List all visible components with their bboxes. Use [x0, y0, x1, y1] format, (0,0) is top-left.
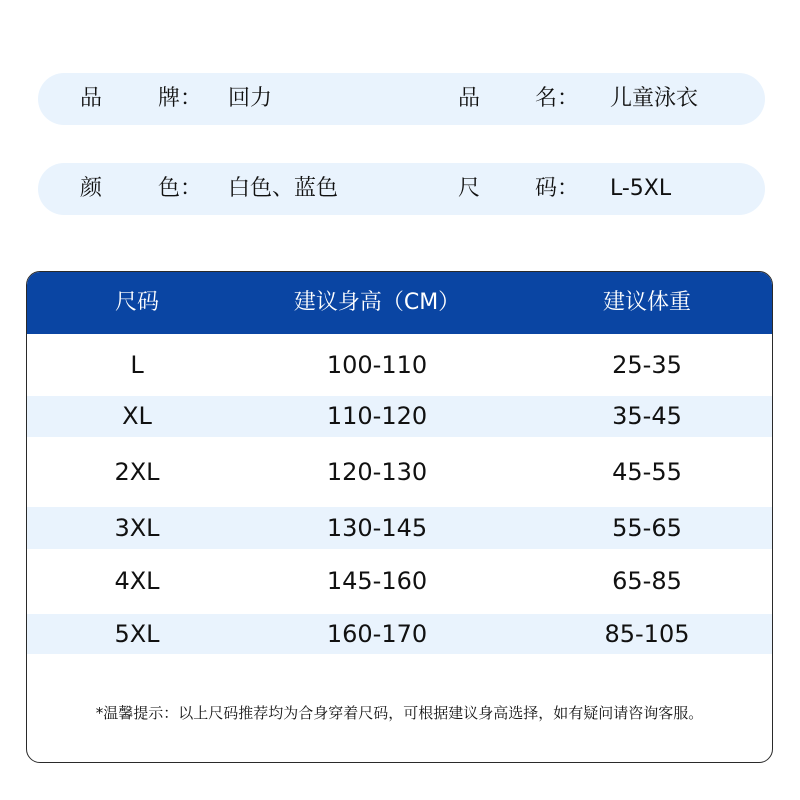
row-weight: 85-105: [604, 620, 690, 648]
brand-value: 回力: [228, 86, 273, 111]
row-weight: 65-85: [612, 567, 682, 595]
product-name-label-char2: 名：: [535, 86, 580, 111]
row-size: XL: [122, 402, 152, 430]
row-height: 120-130: [326, 458, 428, 486]
header-weight: 建议体重: [602, 290, 691, 315]
row-size: 5XL: [114, 620, 160, 648]
table-row: [27, 396, 772, 437]
table-row: [27, 437, 772, 507]
brand-label-char2: 牌：: [158, 86, 203, 111]
row-height: 100-110: [326, 351, 428, 379]
table-row: [27, 614, 772, 654]
size-chart-header: [27, 272, 772, 334]
row-weight: 55-65: [612, 514, 682, 542]
row-size: 4XL: [114, 567, 160, 595]
size-chart-card: [26, 271, 773, 763]
row-height: 160-170: [326, 620, 428, 648]
info-bar-brand-name: [38, 73, 765, 125]
color-label-char1: 颜: [80, 176, 103, 201]
product-name-label-char1: 品: [458, 86, 481, 111]
row-height: 110-120: [326, 402, 428, 430]
size-tip-note: *温馨提示：以上尺码推荐均为合身穿着尺码，可根据建议身高选择，如有疑问请咨询客服。: [95, 704, 704, 722]
row-weight: 45-55: [612, 458, 682, 486]
row-height: 130-145: [326, 514, 428, 542]
table-row: [27, 549, 772, 614]
table-row: [27, 507, 772, 549]
size-label-char2: 码：: [535, 176, 580, 201]
row-weight: 25-35: [612, 351, 682, 379]
row-weight: 35-45: [612, 402, 682, 430]
row-height: 145-160: [326, 567, 428, 595]
row-size: 2XL: [114, 458, 160, 486]
product-name-value: 儿童泳衣: [610, 86, 699, 111]
table-row: [27, 334, 772, 396]
info-bar-color-size: [38, 163, 765, 215]
row-size: L: [130, 351, 144, 379]
color-label-char2: 色：: [158, 176, 203, 201]
brand-label-char1: 品: [80, 86, 103, 111]
row-size: 3XL: [114, 514, 160, 542]
header-height: 建议身高（CM）: [293, 290, 461, 315]
header-size: 尺码: [114, 290, 159, 315]
size-range-value: L-5XL: [610, 176, 672, 201]
size-label-char1: 尺: [458, 176, 481, 201]
color-value: 白色、蓝色: [228, 176, 339, 201]
